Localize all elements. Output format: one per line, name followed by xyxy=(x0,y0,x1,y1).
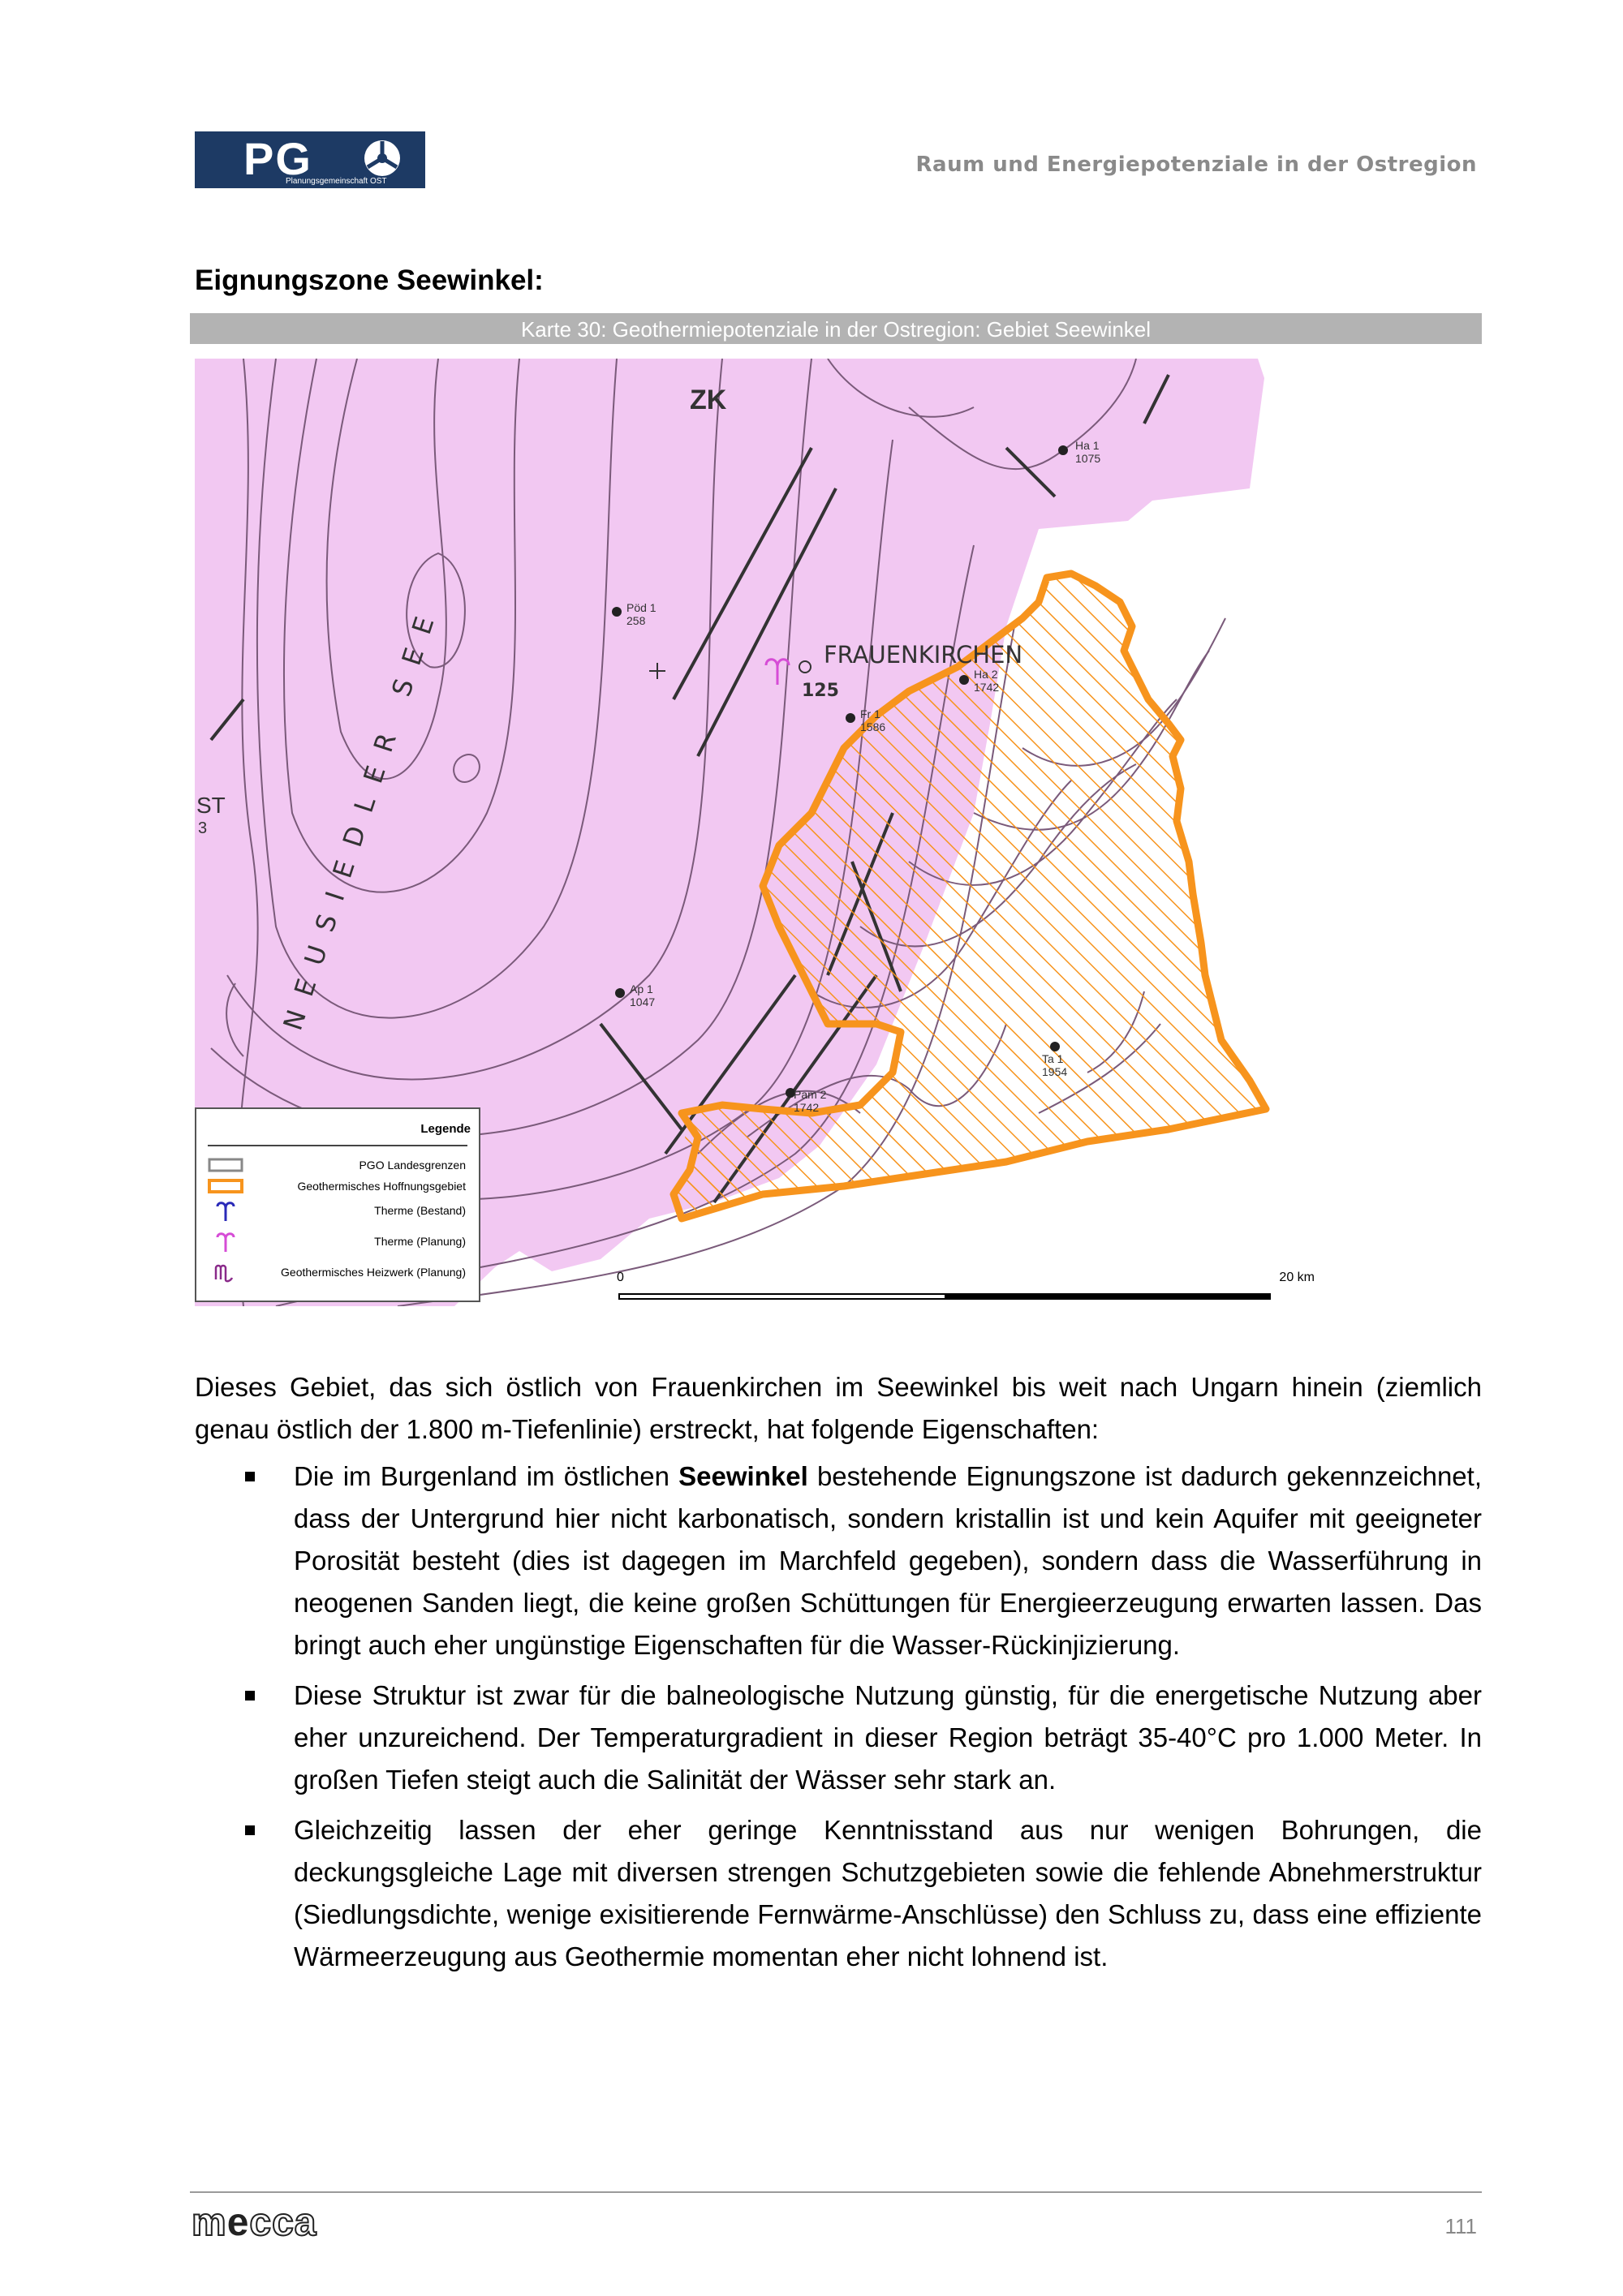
scale-end-label: 20 km xyxy=(1279,1271,1315,1284)
well-marker xyxy=(612,607,622,617)
bullet-icon xyxy=(245,1472,255,1481)
hope-area-icon xyxy=(208,1177,243,1197)
legend-item xyxy=(204,1177,471,1197)
map-caption: Karte 30: Geothermiepotenziale in der Ostregion: Gebiet Seewinkel xyxy=(520,317,1152,342)
mecca-logo xyxy=(192,2200,316,2245)
boundary-icon xyxy=(208,1156,243,1176)
town-number: 125 xyxy=(802,681,839,701)
legend-label: Therme (Planung) xyxy=(374,1235,466,1248)
page-number: 111 xyxy=(1444,2214,1477,2238)
well-label: Pam 2 xyxy=(794,1088,827,1101)
legend-label: Therme (Bestand) xyxy=(374,1204,466,1217)
scorpio-icon xyxy=(208,1263,243,1283)
well-depth: 1742 xyxy=(794,1101,820,1114)
bullet-icon xyxy=(245,1825,255,1835)
aries-blue-icon xyxy=(208,1202,243,1221)
mecca-logo-m: m xyxy=(192,2201,227,2244)
well-marker xyxy=(959,675,969,685)
zk-label: ZK xyxy=(690,385,727,415)
legend-label: Geothermisches Heizwerk (Planung) xyxy=(281,1266,466,1279)
list-item xyxy=(195,1455,1482,1666)
list-item-text: Gleichzeitig lassen der eher geringe Kenntnisstand aus nur wenigen Bohrungen, die deckungsgleiche Lage mit diversen strengen Schutzgebieten sowie die fehlende Abnehmerstruktur (Siedlungsdichte, wenige exisitierende Fernwärme-Anschlüsse) den Schluss zu, dass eine effiziente Wärmeerzeugung aus Geothermie momentan eher nicht lohnend ist. xyxy=(294,1815,1482,1971)
property-list xyxy=(195,1455,1482,1986)
list-item xyxy=(195,1675,1482,1801)
well-label: Pöd 1 xyxy=(626,601,657,614)
scale-start-label: 0 xyxy=(617,1271,624,1284)
list-item xyxy=(195,1809,1482,1978)
st-number: 3 xyxy=(198,819,208,837)
well-label: Ap 1 xyxy=(630,982,653,995)
bullet-icon xyxy=(245,1691,255,1701)
legend-item xyxy=(204,1156,471,1176)
well-depth: 258 xyxy=(626,614,646,627)
mecca-logo-e: e xyxy=(226,2201,250,2244)
header-title: Raum und Energiepotenziale in der Ostregion xyxy=(915,153,1477,177)
well-depth: 1586 xyxy=(860,720,886,733)
well-label: Ta 1 xyxy=(1042,1052,1064,1065)
legend-label: PGO Landesgrenzen xyxy=(359,1159,466,1172)
pgo-logo xyxy=(195,131,425,188)
list-item-text-after: bestehende Eignungszone ist dadurch gekennzeichnet, dass der Untergrund hier nicht karbonatisch, sondern kristallin ist und kein Aquifer mit geeigneter Porosität besteht (dies ist dagegen im Marchfeld gegeben), sondern dass die Wasserführung in neogenen Sanden liegt, die keine großen Schüttungen für Energieerzeugung erwarten lassen. Das bringt auch eher ungünstige Eigenschaften für die Wasser-Rückinjizierung. xyxy=(294,1461,1482,1660)
legend-item xyxy=(204,1232,471,1252)
well-marker xyxy=(846,713,855,723)
map-legend xyxy=(195,1107,480,1302)
aries-pink-icon xyxy=(208,1232,243,1252)
scale-bar-line xyxy=(618,1293,1271,1300)
well-label: Ha 1 xyxy=(1075,439,1100,452)
intro-paragraph: Dieses Gebiet, das sich östlich von Frauenkirchen im Seewinkel bis weit nach Ungarn hinein (ziemlich genau östlich der 1.800 m-Tiefenlinie) erstreckt, hat folgende Eigenschaften: xyxy=(195,1372,1482,1444)
logo-subtitle: Planungsgemeinschaft OST xyxy=(286,177,387,186)
legend-title: Legende xyxy=(420,1122,471,1136)
legend-item xyxy=(204,1202,471,1221)
list-item-bold: Seewinkel xyxy=(678,1461,808,1491)
legend-item xyxy=(204,1263,471,1283)
list-item-text-before: Die im Burgenland im östlichen xyxy=(294,1461,679,1491)
st-label: ST xyxy=(196,793,226,818)
well-marker xyxy=(615,988,625,998)
scale-bar xyxy=(617,1271,1315,1311)
section-heading: Eignungszone Seewinkel: xyxy=(195,264,544,296)
scale-bar-fill xyxy=(945,1295,1269,1298)
well-depth: 1954 xyxy=(1042,1065,1068,1078)
well-label: Fr 1 xyxy=(860,707,880,720)
well-depth: 1075 xyxy=(1075,452,1101,465)
town-label: FRAUENKIRCHEN xyxy=(824,641,1023,669)
legend-label: Geothermisches Hoffnungsgebiet xyxy=(297,1180,466,1193)
mecca-logo-cca: cca xyxy=(249,2201,317,2244)
map-caption-bar xyxy=(190,313,1482,344)
logo-mark-icon xyxy=(360,136,404,180)
footer-divider xyxy=(190,2191,1482,2193)
legend-divider xyxy=(208,1145,467,1146)
well-depth: 1047 xyxy=(630,995,656,1008)
lake-label: NEUSIEDLER SEE xyxy=(277,597,446,1034)
well-marker xyxy=(1050,1042,1060,1051)
well-depth: 1742 xyxy=(974,681,1000,694)
logo-text: PG xyxy=(243,133,312,184)
well-marker xyxy=(1058,445,1068,455)
list-item-text: Diese Struktur ist zwar für die balneologische Nutzung günstig, für die energetische Nutzung aber eher unzureichend. Der Temperaturgradient in dieser Region beträgt 35-40°C pro 1.000 Meter. In großen Tiefen steigt auch die Salinität der Wässer sehr stark an. xyxy=(294,1680,1482,1795)
well-label: Ha 2 xyxy=(974,668,998,681)
